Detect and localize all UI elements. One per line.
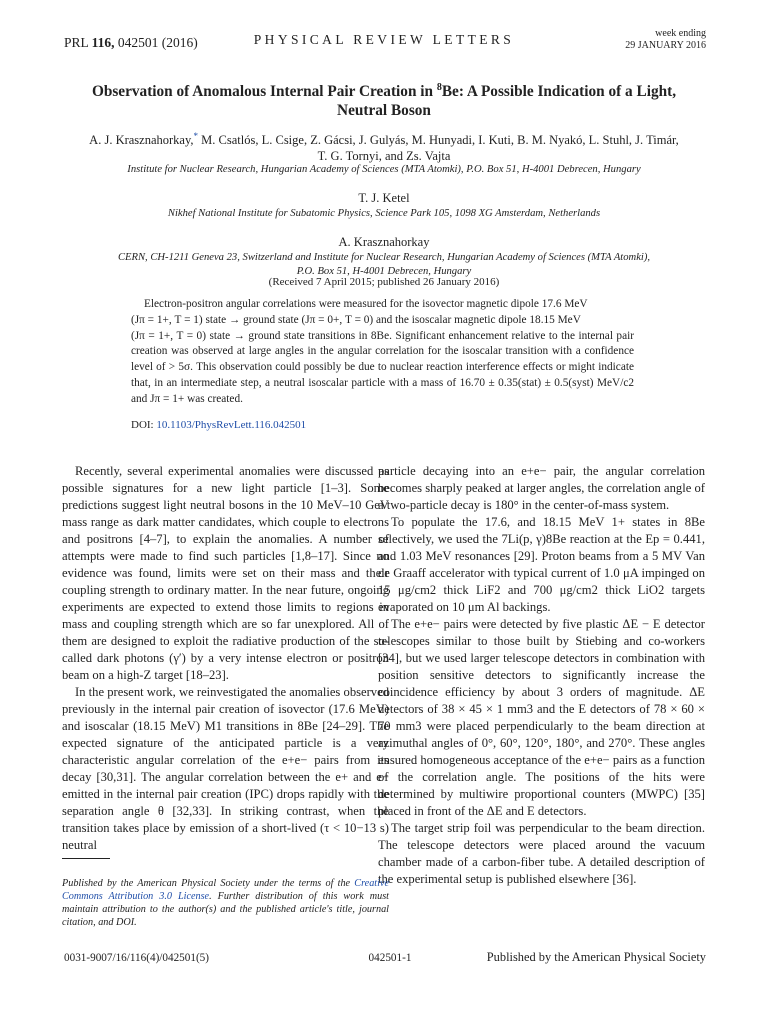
article-title — [84, 78, 684, 120]
page-number: 042501-1 — [368, 952, 412, 964]
body-column-right — [378, 463, 705, 888]
citation-rest: 042501 (2016) — [114, 35, 198, 50]
paragraph: The target strip foil was perpendicular to the beam direction. The telescope detectors were placed around the vacuum chamber made of a carbon-fiber tube. A detailed description of the experimental setup is published elsewhere [36]. — [378, 821, 705, 886]
issn-code: 0031-9007/16/116(4)/042501(5) — [64, 952, 210, 964]
corresponding-author-link[interactable]: * — [193, 131, 199, 141]
title-part1: Observation of Anomalous Internal Pair Creation in — [91, 83, 437, 101]
affiliation-2: Nikhef National Institute for Subatomic Physics, Science Park 105, 1098 XG Amsterdam, Netherlands — [167, 208, 601, 219]
paragraph: To populate the 17.6, and 18.15 MeV 1+ states in 8Be selectively, we used the 7Li(p, γ)8Be reaction at the Ep = 0.441, and 1.03 MeV resonances [29]. Proton beams from a 5 MV Van de Graaff accelerator with typical current of 1.0 μA impinged on 15 μg/cm2 thick LiF2 and 700 μg/cm2 thick LiO2 targets evaporated on 10 μm Al backings. — [378, 515, 705, 614]
title-part2: Be: A Possible Indication of a Light, Neutral Boson — [337, 83, 677, 120]
paragraph: The e+e− pairs were detected by five plastic ΔE − E detector telescopes similar to those built by Stiebing and co-workers [34], but we used larger telescope detectors in combination with position sensitive detectors to significantly increase the coincidence efficiency by about 3 orders of magnitude. ΔE detectors of 38 × 45 × 1 mm3 and the E detectors of 78 × 60 × 70 mm3 were placed perpendicularly to the beam direction at azimuthal angles of 0°, 60°, 120°, 180°, and 270°. These angles ensured homogeneous acceptance of the e+e− pairs as a function of the correlation angle. The positions of the hits were determined by multiwire proportional counters (MWPC) [35] placed in front of the ΔE and E detectors. — [378, 617, 705, 818]
footnote-text: Published by the American Physical Society under the terms of the — [62, 878, 355, 889]
paragraph: In the present work, we reinvestigated the anomalies observed previously in the internal pair creation of isovector (17.6 MeV) and isoscalar (18.15 MeV) M1 transitions in 8Be [24–29]. The expected signature of the anticipated particle is a very characteristic angular correlation of the e+e− pairs from its decay [30,31]. The angular correlation between the e+ and e− emitted in the internal pair creation (IPC) drops rapidly with the separation angle θ [32,33]. In striking contrast, when the transition takes place by emission of a short-lived (τ < 10−13 s) neutral — [62, 685, 389, 852]
license-link[interactable]: Creative Commons Attribution 3.0 License — [62, 878, 389, 902]
week-date: 29 JANUARY 2016 — [625, 39, 706, 51]
citation-prefix: PRL — [64, 35, 92, 50]
citation-volume: 116, — [91, 35, 115, 50]
abstract-line2: (Jπ = 1+, T = 1) state → ground state (Jπ = 0+, T = 0) and the isoscalar magnetic dipole 18.15 MeV — [131, 313, 581, 326]
affiliation-3-line2: P.O. Box 51, H-4001 Debrecen, Hungary — [296, 266, 472, 277]
abstract-line1: Electron-positron angular correlations were measured for the isovector magnetic dipole 17.6 MeV — [144, 298, 588, 310]
paragraph: particle decaying into an e+e− pair, the angular correlation becomes sharply peaked at larger angles, the correlation angle of a two-particle decay is 180° in the center-of-mass system. — [378, 464, 705, 512]
author-2: T. J. Ketel — [358, 191, 410, 205]
authors-line1 — [50, 128, 718, 148]
license-footnote — [62, 877, 389, 929]
co-authors: M. Csatlós, L. Csige, Z. Gácsi, J. Gulyás, M. Hunyadi, I. Kuti, B. M. Nyakó, L. Stuhl, J. Timár, — [198, 133, 679, 148]
author-3: A. Krasznahorkay — [338, 235, 430, 249]
doi-label: DOI: — [131, 419, 157, 431]
paragraph: Recently, several experimental anomalies were discussed as possible signatures for a new light particle [1–3]. Some predictions suggest light neutral bosons in the 10 MeV–10 GeV mass range as dark matter candidates, which couple to electrons and positrons [4–7], to explain the anomalies. A number of attempts were made to find such particles [1,8–17]. Since no evidence was found, limits were set on their mass and their coupling strength to ordinary matter. In the near future, ongoing experiments are expected to extend those limits to regions in mass and coupling strength which are so far unexplored. All of them are designed to exploit the radiative production of the so-called dark photons (γ′) by a very intense electron or positron beam on a high-Z target [18–23]. — [62, 464, 389, 682]
abstract — [131, 297, 634, 408]
affiliation-1: Institute for Nuclear Research, Hungarian Academy of Sciences (MTA Atomki), P.O. Box 51, H-4001 Debrecen, Hungary — [127, 164, 641, 175]
received-date: (Received 7 April 2015; published 26 January 2016) — [268, 276, 500, 288]
publisher: Published by the American Physical Society — [486, 950, 706, 964]
affiliation-3 — [50, 251, 718, 279]
author-list — [50, 128, 718, 164]
footnote-rule — [62, 858, 110, 859]
title-isotope: 8 — [436, 82, 442, 93]
issue-date — [625, 28, 706, 51]
first-author: A. J. Krasznahorkay, — [89, 133, 194, 148]
authors-line2: T. G. Tornyi, and Zs. Vajta — [317, 149, 451, 164]
affiliation-3-line1: CERN, CH-1211 Geneva 23, Switzerland and Institute for Nuclear Research, Hungarian Academy of Sciences (MTA Atomki), — [117, 252, 651, 263]
footnote-text-end: . Further distribution of this work must maintain attribution to the author(s) and the published article's title, journal citation, and DOI. — [62, 891, 389, 928]
week-label: week ending — [655, 28, 706, 39]
doi — [131, 419, 306, 431]
doi-link[interactable]: 10.1103/PhysRevLett.116.042501 — [156, 419, 307, 431]
abstract-line3: (Jπ = 1+, T = 0) state → ground state transitions in 8Be. Significant enhancement relative to the internal pair creation was observed at large angles in the angular correlation for the isoscalar transition with a confidence level of > 5σ. This observation could possibly be due to nuclear reaction interference effects or might indicate that, in an intermediate step, a neutral isoscalar particle with a mass of 16.70 ± 0.35(stat) ± 0.5(syst) MeV/c2 and Jπ = 1+ was created. — [131, 329, 634, 405]
body-column-left — [62, 463, 389, 854]
journal-name: PHYSICAL REVIEW LETTERS — [253, 32, 515, 47]
